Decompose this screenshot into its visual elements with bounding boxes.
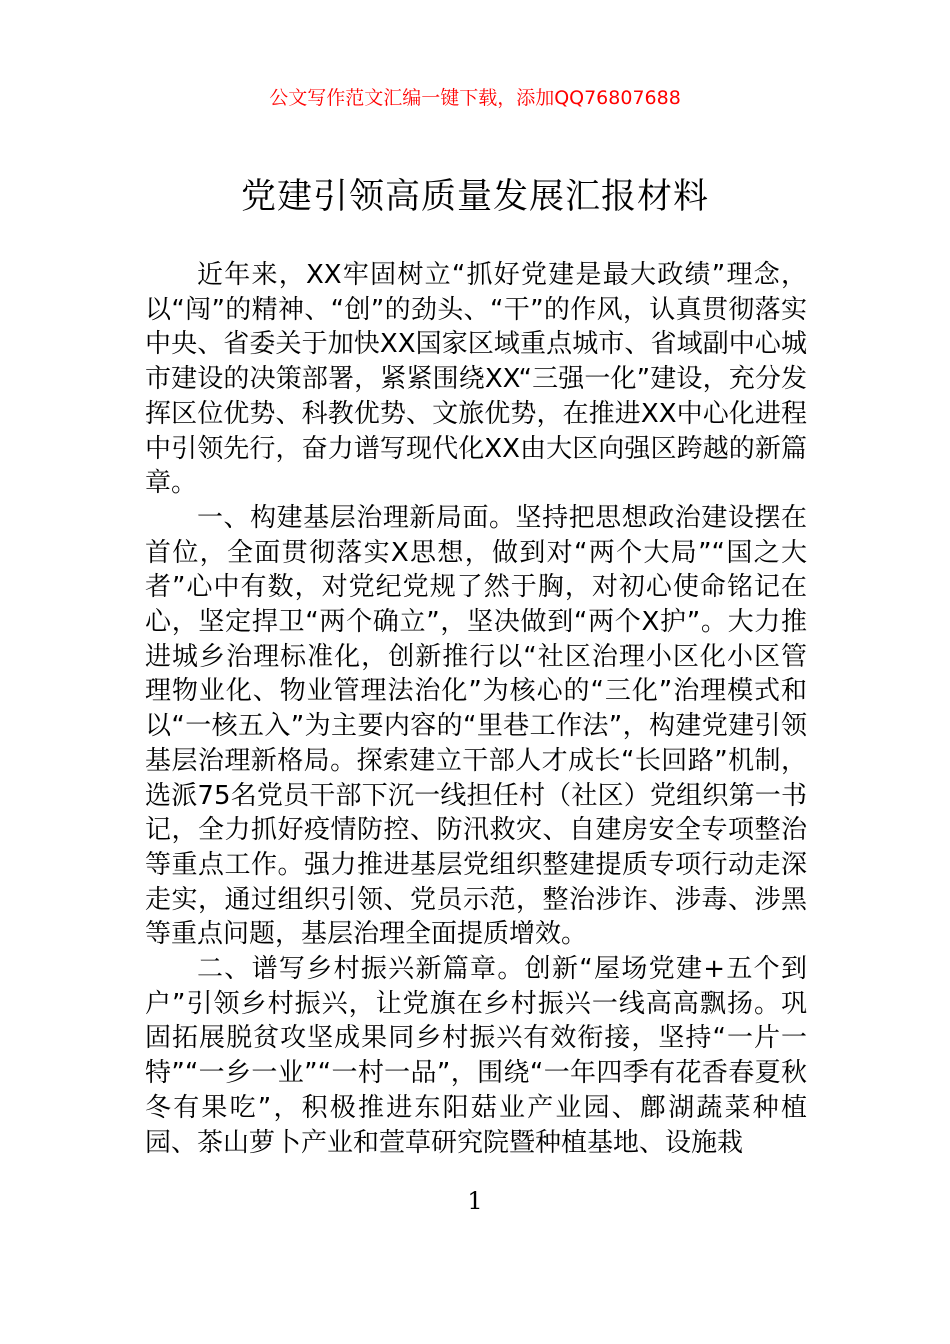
section-one-paragraph: 一、构建基层治理新局面。坚持把思想政治建设摆在首位，全面贯彻落实X思想，做到对“两个大局”“国之大者”心中有数，对党纪党规了然于胸，对初心使命铭记在心，坚定捍卫“两个确立”，坚决做到“两个X护”。大力推进城乡治理标准化，创新推行以“社区治理小区化小区管理物业化、物业管理法治化”为核心的“三化”治理模式和以“一核五入”为主要内容的“里巷工作法”，构建党建引领基层治理新格局。探索建立干部人才成长“长回路”机制，选派75名党员干部下沉一线担任村（社区）党组织第一书记，全力抓好疫情防控、防汛救灾、自建房安全专项整治等重点工作。强力推进基层党组织整建提质专项行动走深走实，通过组织引领、党员示范，整治涉诈、涉毒、涉黑等重点问题，基层治理全面提质增效。 [145, 502, 807, 950]
section-two-paragraph: 二、谱写乡村振兴新篇章。创新“屋场党建+五个到户”引领乡村振兴，让党旗在乡村振兴一线高高飘扬。巩固拓展脱贫攻坚成果同乡村振兴有效衔接，坚持“一片一特”“一乡一业”“一村一品”，围绕“一年四季有花香春夏秋冬有果吃”，积极推进东阳菇业产业园、鄜湖蔬菜种植园、茶山萝卜产业和萱草研究院暨种植基地、设施栽 [145, 954, 807, 1158]
document-title: 党建引领高质量发展汇报材料 [240, 177, 709, 217]
page-number: 1 [467, 1187, 483, 1215]
document-body [145, 258, 807, 1160]
header-note: 公文写作范文汇编一键下载，添加QQ76807688 [269, 87, 681, 109]
intro-paragraph: 近年来，XX牢固树立“抓好党建是最大政绩”理念，以“闯”的精神、“创”的劲头、“干”的作风，认真贯彻落实中央、省委关于加快XX国家区域重点城市、省域副中心城市建设的决策部署，紧紧围绕XX“三强一化”建设，充分发挥区位优势、科教优势、文旅优势，在推进XX中心化进程中引领先行，奋力谱写现代化XX由大区向强区跨越的新篇章。 [145, 260, 807, 499]
